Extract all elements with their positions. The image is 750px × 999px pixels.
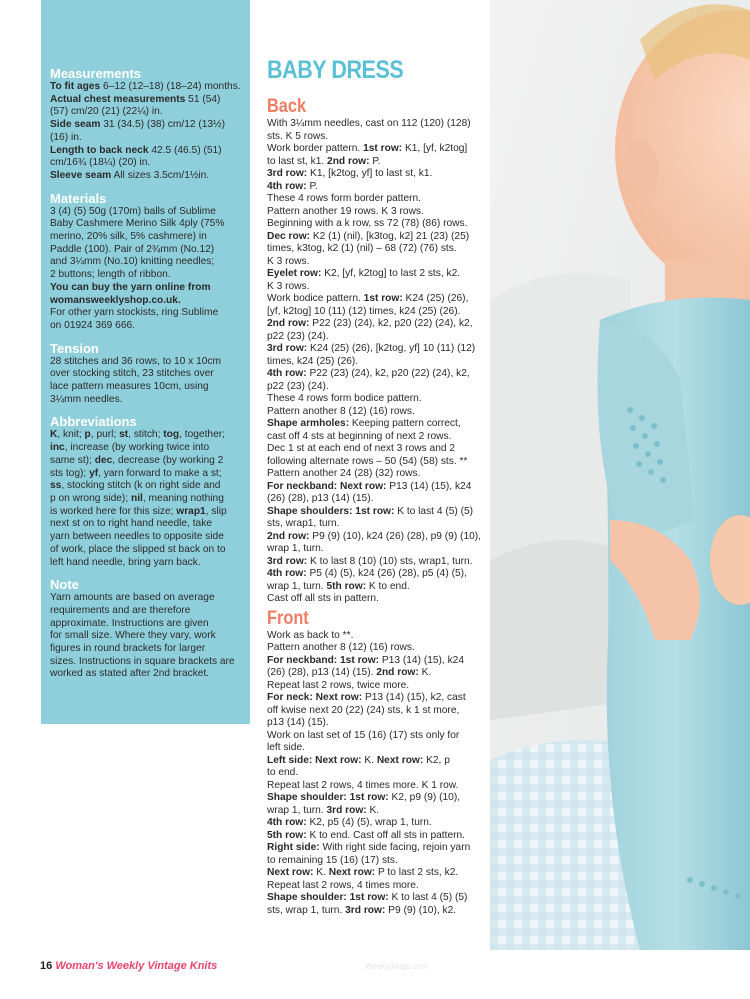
text: Cast off all sts in pattern. xyxy=(267,593,379,604)
text: Pattern another 8 (12) (16) rows. xyxy=(267,405,415,417)
text-line xyxy=(267,593,492,606)
text-line xyxy=(267,156,492,169)
text-line xyxy=(267,181,492,194)
text-line xyxy=(50,394,241,407)
bold-text: p xyxy=(84,429,91,441)
text-line xyxy=(267,206,492,219)
bold-text: 2nd row: xyxy=(327,155,370,167)
text-line xyxy=(267,867,492,880)
text-line xyxy=(267,767,492,780)
text-line xyxy=(267,456,492,469)
text: P5 (4) (5), k24 (26) (28), p5 (4) (5), xyxy=(306,568,467,579)
text-line xyxy=(267,431,492,444)
text-line xyxy=(267,543,492,556)
text: approximate. Instructions are given xyxy=(50,617,209,629)
text: , meaning nothing xyxy=(142,492,224,504)
text-line xyxy=(50,544,241,557)
text: figures in round brackets for larger xyxy=(50,643,206,655)
text: , knit; xyxy=(57,429,85,441)
text: P22 (23) (24), k2, p20 (22) (24), k2, xyxy=(306,368,470,379)
text-line xyxy=(267,892,492,905)
bold-text: yf xyxy=(89,467,99,479)
bold-text: 1st row: xyxy=(363,143,403,154)
text-line xyxy=(50,455,241,468)
text-line xyxy=(50,269,241,282)
text: K to end. xyxy=(366,580,410,592)
text: K 3 rows. xyxy=(267,280,310,292)
text-line xyxy=(50,518,241,531)
text: K to end. Cast off all sts in pattern. xyxy=(306,829,465,841)
text: P9 (9) (10), k24 (26) (28), p9 (9) (10), xyxy=(309,530,482,542)
text: K1, [yf, k2tog] xyxy=(402,143,468,154)
text-line xyxy=(267,268,492,281)
text: wrap 1, turn. xyxy=(267,543,324,554)
text: 2 buttons; length of ribbon. xyxy=(50,269,171,281)
text: K. xyxy=(366,804,380,816)
text-line xyxy=(50,132,241,145)
text-line xyxy=(267,518,492,531)
bold-text: Next row: xyxy=(328,867,376,878)
watermark: WeeklyMags.com xyxy=(365,962,428,971)
text: Pattern another 8 (12) (16) rows. xyxy=(267,642,415,653)
bold-text: 5th row: xyxy=(267,829,307,841)
text-line xyxy=(50,630,241,643)
bold-text: 1st row: xyxy=(363,293,403,304)
text: P to last 2 sts, k2. xyxy=(375,867,459,878)
text: , slip xyxy=(205,505,227,517)
text: , increase (by working twice into xyxy=(64,442,210,454)
text: p13 (14) (15). xyxy=(267,717,329,728)
text: K2, p9 (9) (10), xyxy=(388,792,461,803)
back-heading: Back xyxy=(267,96,307,117)
text: 3¼mm needles. xyxy=(50,393,123,405)
text-line xyxy=(50,605,241,618)
bold-text: Right side: xyxy=(267,842,320,853)
text-line xyxy=(50,218,241,231)
text-line xyxy=(267,481,492,494)
text-line xyxy=(267,218,492,231)
text-line xyxy=(267,817,492,830)
text: (26) (28), p13 (14) (15). xyxy=(267,667,377,678)
text: K to last 4 (5) (5) xyxy=(394,505,474,517)
text: Baby Cashmere Merino Silk 4ply (75% xyxy=(50,218,225,230)
bold-text: 4th row: xyxy=(267,180,307,192)
text-line xyxy=(267,506,492,519)
text: wrap 1, turn. xyxy=(267,804,327,816)
text: K24 (25) (26), xyxy=(402,293,469,304)
text-line xyxy=(50,170,241,183)
text-line xyxy=(267,368,492,381)
bold-text: For neck: Next row: xyxy=(267,692,363,703)
bold-text: ss xyxy=(50,480,62,492)
bold-text: Side seam xyxy=(50,119,101,131)
text: , stocking stitch (k on right side and xyxy=(61,480,221,492)
text: (16) in. xyxy=(50,131,82,143)
text-line xyxy=(267,680,492,693)
text: left hand needle, bring yarn back. xyxy=(50,556,201,568)
text-line xyxy=(50,206,241,219)
text: to last st, k1. xyxy=(267,155,328,167)
text-line xyxy=(267,256,492,269)
text: off kwise next 20 (22) (24) sts, k 1 st more, xyxy=(267,704,460,716)
text-line xyxy=(267,331,492,344)
text: and 3¼mm (No.10) knitting needles; xyxy=(50,256,215,268)
text: 28 stitches and 36 rows, to 10 x 10cm xyxy=(50,355,222,367)
text: wrap 1, turn. xyxy=(267,580,327,592)
text-line xyxy=(267,630,492,643)
text-line xyxy=(50,493,241,506)
bold-text: Length to back neck xyxy=(50,144,149,156)
bold-text: womansweeklyshop.co.uk. xyxy=(50,294,181,306)
text: 42.5 (46.5) (51) xyxy=(148,144,222,156)
text-line xyxy=(267,755,492,768)
text-line xyxy=(267,406,492,419)
text: times, k24 (25) (26). xyxy=(267,355,359,367)
text: 31 (34.5) (38) cm/12 (13½) xyxy=(100,119,225,131)
text-line xyxy=(50,320,241,333)
text-line xyxy=(267,692,492,705)
text-line xyxy=(267,855,492,868)
text-line xyxy=(267,717,492,730)
text: of work, place the slipped st back on to xyxy=(50,543,226,555)
bold-text: 5th row: xyxy=(326,580,367,592)
text: [yf, k2tog] 10 (11) (12) times, k24 (25) (26). xyxy=(267,305,461,317)
text: Yarn amounts are based on average xyxy=(50,592,215,604)
text-line xyxy=(267,143,492,156)
bold-text: For neckband: Next row: xyxy=(267,480,387,492)
text-line xyxy=(50,531,241,544)
text-line xyxy=(267,556,492,569)
text: sizes. Instructions in square brackets are xyxy=(50,655,235,667)
bold-text: Dec row: xyxy=(267,230,311,242)
page-number: 16 xyxy=(40,960,53,972)
publication-name: Woman's Weekly Vintage Knits xyxy=(55,960,218,972)
bold-text: 2nd row: xyxy=(267,530,310,542)
text-line xyxy=(267,655,492,668)
text: Dec 1 st at each end of next 3 rows and 2 xyxy=(267,443,456,454)
photo-baby-in-knitted-dress xyxy=(490,0,750,950)
page-title: BABY DRESS xyxy=(267,56,404,84)
materials-heading: Materials xyxy=(50,190,107,206)
text: K2, p5 (4) (5), wrap 1, turn. xyxy=(306,817,432,828)
text: yarn between needles to opposite side xyxy=(50,531,224,543)
text: requirements and are therefore xyxy=(50,604,191,616)
text-line xyxy=(50,356,241,369)
text: With 3¼mm needles, cast on 112 (120) (128) xyxy=(267,118,471,129)
text-line xyxy=(267,531,492,544)
back-instructions xyxy=(267,118,492,606)
bold-text: dec xyxy=(94,454,113,466)
note-body xyxy=(50,592,241,681)
text-line xyxy=(50,668,241,681)
text: Work as back to **. xyxy=(267,629,354,641)
text-line xyxy=(267,780,492,793)
text: , stitch; xyxy=(128,429,164,441)
text: Keeping pattern correct, xyxy=(349,418,461,429)
text: (26) (28), p13 (14) (15). xyxy=(267,493,374,504)
text-line xyxy=(50,381,241,394)
text-line xyxy=(267,493,492,506)
text-line xyxy=(50,656,241,669)
text-line xyxy=(50,231,241,244)
text: , decrease (by working 2 xyxy=(112,454,224,466)
text-line xyxy=(50,468,241,481)
text: K. xyxy=(418,667,432,678)
text: These 4 rows form bodice pattern. xyxy=(267,393,422,404)
text: Repeat last 2 rows, 4 times more. xyxy=(267,879,419,891)
text-line xyxy=(267,231,492,244)
text-line xyxy=(50,256,241,269)
text-line xyxy=(50,506,241,519)
text-line xyxy=(267,131,492,144)
bold-text: wrap1 xyxy=(176,505,206,517)
text-line xyxy=(267,381,492,394)
text-line xyxy=(267,742,492,755)
bold-text: 4th row: xyxy=(267,568,307,579)
text: All sizes 3.5cm/1½in. xyxy=(111,169,210,181)
bold-text: 4th row: xyxy=(267,368,307,379)
text: , purl; xyxy=(90,429,120,441)
text-line xyxy=(267,880,492,893)
text-line xyxy=(267,306,492,319)
bold-text: 4th row: xyxy=(267,817,307,828)
text: sts tog); xyxy=(50,467,90,479)
text-line xyxy=(267,792,492,805)
text-line xyxy=(50,480,241,493)
text-line xyxy=(50,244,241,257)
text-line xyxy=(50,295,241,308)
page-footer xyxy=(40,960,217,972)
text-line xyxy=(267,168,492,181)
text: K. xyxy=(313,867,329,878)
text-line xyxy=(267,118,492,131)
text-line xyxy=(50,643,241,656)
measurements-body xyxy=(50,81,241,183)
text: With right side facing, rejoin yarn xyxy=(319,842,471,853)
bold-text: Shape armholes: xyxy=(267,418,350,429)
text-line xyxy=(50,429,241,442)
text: sts. K 5 rows. xyxy=(267,130,329,142)
abbreviations-body xyxy=(50,429,241,569)
text: K 3 rows. xyxy=(267,255,310,267)
text-line xyxy=(50,368,241,381)
tension-body xyxy=(50,356,241,407)
text-line xyxy=(50,94,241,107)
text-line xyxy=(50,618,241,631)
bold-text: 3rd row: xyxy=(345,904,386,916)
bold-text: 3rd row: xyxy=(267,555,308,567)
text: p on wrong side); xyxy=(50,492,131,504)
text-line xyxy=(50,557,241,570)
text: over stocking stitch, 23 stitches over xyxy=(50,368,214,380)
materials-body xyxy=(50,206,241,333)
bold-text: Next row: xyxy=(267,867,314,878)
text: K to last 8 (10) (10) sts, wrap1, turn. xyxy=(307,555,473,567)
text-line xyxy=(267,667,492,680)
text-line xyxy=(267,830,492,843)
bold-text: Next row: xyxy=(376,754,424,766)
text-line xyxy=(50,442,241,455)
text-line xyxy=(50,106,241,119)
text: 51 (54) xyxy=(185,93,221,105)
text-line xyxy=(267,842,492,855)
text: Repeat last 2 rows, twice more. xyxy=(267,679,410,691)
bold-text: 2nd row: xyxy=(267,318,310,329)
text: , together; xyxy=(179,429,225,441)
text: cm/16¾ (18¼) (20) in. xyxy=(50,157,151,169)
text-line xyxy=(267,343,492,356)
text: is worked here for this size; xyxy=(50,505,177,517)
bold-text: K xyxy=(50,429,58,441)
text: K24 (25) (26), [k2tog, yf] 10 (11) (12) xyxy=(307,343,476,354)
bold-text: For neckband: 1st row: xyxy=(267,654,380,666)
text: These 4 rows form border pattern. xyxy=(267,193,422,204)
text-line xyxy=(50,145,241,158)
text: P22 (23) (24), k2, p20 (22) (24), k2, xyxy=(309,318,473,329)
text-line xyxy=(267,568,492,581)
text: same st); xyxy=(50,454,95,466)
measurements-heading: Measurements xyxy=(50,66,142,81)
note-heading: Note xyxy=(50,577,79,593)
text: Work border pattern. xyxy=(267,143,364,154)
bold-text: To fit ages xyxy=(50,81,101,92)
text: K2, p xyxy=(423,754,450,766)
text-line xyxy=(267,581,492,594)
bold-text: Shape shoulder: 1st row: xyxy=(267,892,389,903)
text: P. xyxy=(369,155,381,167)
text-line xyxy=(267,356,492,369)
text-line xyxy=(267,730,492,743)
text: left side. xyxy=(267,742,305,753)
text: merino, 20% silk, 5% cashmere) in xyxy=(50,231,207,243)
text: for small size. Where they vary, work xyxy=(50,630,216,642)
text-line xyxy=(50,119,241,132)
text-line xyxy=(267,243,492,256)
bold-text: You can buy the yarn online from xyxy=(50,281,211,293)
bold-text: 3rd row: xyxy=(326,804,367,816)
bold-text: Actual chest measurements xyxy=(50,93,186,105)
sidebar-panel xyxy=(41,0,250,724)
text-line xyxy=(267,393,492,406)
bold-text: 3rd row: xyxy=(267,168,308,179)
text-line xyxy=(50,592,241,605)
text: lace pattern measures 10cm, using xyxy=(50,381,209,393)
text: For other yarn stockists, ring Sublime xyxy=(50,307,219,319)
bold-text: Sleeve seam xyxy=(50,169,112,181)
text: Work bodice pattern. xyxy=(267,293,364,304)
text: Paddle (100). Pair of 2¾mm (No.12) xyxy=(50,243,215,255)
text: P13 (14) (15), k24 xyxy=(386,480,472,492)
text-line xyxy=(267,468,492,481)
text: 3 (4) (5) 50g (170m) balls of Sublime xyxy=(50,205,216,217)
text-line xyxy=(267,642,492,655)
bold-text: Eyelet row: xyxy=(267,268,322,279)
text: K to last 4 (5) (5) xyxy=(388,892,468,903)
text-line xyxy=(50,307,241,320)
text-line xyxy=(50,282,241,295)
text: p22 (23) (24). xyxy=(267,330,329,342)
front-instructions xyxy=(267,630,492,918)
photo-illustration xyxy=(490,0,750,950)
text-line xyxy=(267,293,492,306)
text: 6–12 (12–18) (18–24) months. xyxy=(100,81,241,92)
text-line xyxy=(267,705,492,718)
bold-text: nil xyxy=(130,492,143,504)
text: Pattern another 19 rows. K 3 rows. xyxy=(267,205,424,217)
text: next st on to right hand needle, take xyxy=(50,518,212,530)
text: (57) cm/20 (21) (22¼) in. xyxy=(50,106,163,118)
text: to remaining 15 (16) (17) sts. xyxy=(267,854,398,866)
text: P13 (14) (15), k2, cast xyxy=(362,692,466,703)
text: K2 (1) (nil), [k3tog, k2] 21 (23) (25) xyxy=(310,230,470,242)
text: worked as stated after 2nd bracket. xyxy=(50,668,210,680)
text: following alternate rows – 50 (54) (58) sts. ** xyxy=(267,455,468,467)
text: sts, wrap 1, turn. xyxy=(267,904,346,916)
text-line xyxy=(50,157,241,170)
text: p22 (23) (24). xyxy=(267,380,329,392)
abbreviations-heading: Abbreviations xyxy=(50,414,137,430)
text: K1, [k2tog, yf] to last st, k1. xyxy=(307,168,433,179)
text: sts, wrap1, turn. xyxy=(267,518,340,529)
bold-text: tog xyxy=(163,429,180,441)
pattern-instructions xyxy=(267,55,492,917)
front-heading: Front xyxy=(267,607,309,629)
text-line xyxy=(267,318,492,331)
bold-text: 3rd row: xyxy=(267,343,308,354)
text: K. xyxy=(361,754,377,766)
text-line xyxy=(267,443,492,456)
bold-text: 2nd row: xyxy=(376,667,419,678)
bold-text: Left side: Next row: xyxy=(267,754,362,766)
text: P9 (9) (10), k2. xyxy=(385,904,457,916)
text: K2, [yf, k2tog] to last 2 sts, k2. xyxy=(321,268,461,279)
text-line xyxy=(267,281,492,294)
bold-text: Shape shoulders: 1st row: xyxy=(267,505,395,517)
bold-text: st xyxy=(119,429,129,441)
text-line xyxy=(267,193,492,206)
text: Pattern another 24 (28) (32) rows. xyxy=(267,468,421,479)
text: cast off 4 sts at beginning of next 2 rows. xyxy=(267,430,452,442)
text: P. xyxy=(306,180,318,192)
text: Beginning with a k row, ss 72 (78) (86) rows. xyxy=(267,218,468,229)
text-line xyxy=(267,905,492,918)
text: on 01924 369 666. xyxy=(50,319,135,331)
text: Work on last set of 15 (16) (17) sts only for xyxy=(267,729,460,741)
text-line xyxy=(50,81,241,94)
text: Repeat last 2 rows, 4 times more. K 1 row. xyxy=(267,779,459,791)
text: times, k3tog, k2 (1) (nil) – 68 (72) (76) sts. xyxy=(267,243,457,254)
text: P13 (14) (15), k24 xyxy=(379,654,465,666)
text-line xyxy=(267,805,492,818)
text: to end. xyxy=(267,767,299,778)
tension-heading: Tension xyxy=(50,340,99,356)
text: , yarn forward to make a st; xyxy=(98,467,222,479)
bold-text: Shape shoulder: 1st row: xyxy=(267,792,389,803)
text-line xyxy=(267,418,492,431)
bold-text: inc xyxy=(50,442,65,454)
